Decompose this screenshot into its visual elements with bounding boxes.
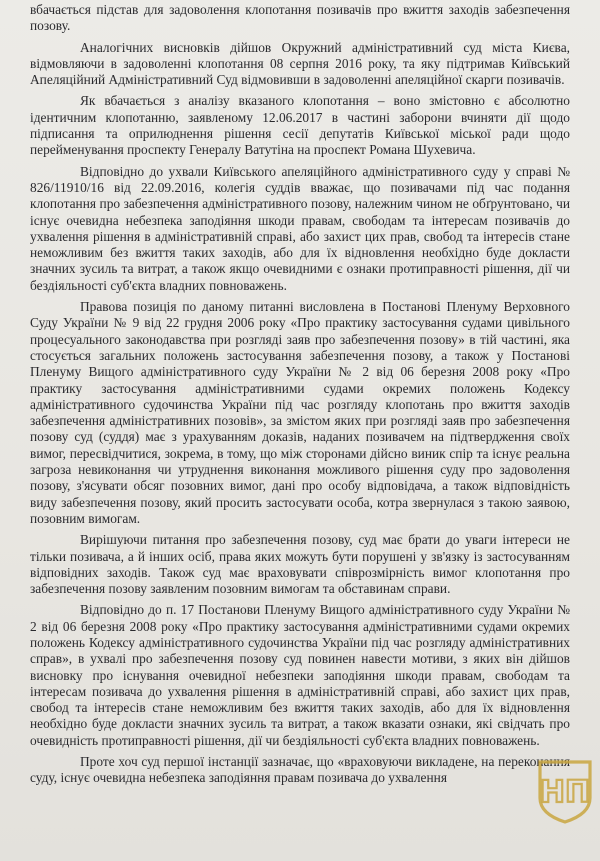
document-body (30, 2, 570, 792)
paragraph-5: Правова позиція по даному питанні висловлена в Постанові Пленуму Верховного Суду України № 9 від 22 грудня 2006 року «Про практику застосування судами цивільного процесуального законодавства при розгляді заяв про забезпечення позову» в тій частині, яка стосується загальних положень застосування забезпечення позову, а також у Постанові Пленуму Вищого адміністративного суду України № 2 від 06 березня 2008 року «Про практику застосування адміністративними судами окремих положень Кодексу адміністративного судочинства України під час розгляду клопотань про вжиття заходів забезпечення адміністративних позовів», за змістом яких при розгляді заяв про забезпечення позову суд (суддя) має з урахуванням доказів, наданих позивачем на підтвердження своїх вимог, пересвідчитися, зокрема, в тому, що між сторонами дійсно виник спір та існує реальна загроза невиконання чи утруднення виконання можливого рішення суду про задоволення позову, з'ясувати обсяг позовних вимог, дані про особу відповідача, а також відповідність виду забезпечення позову, який просить застосувати особа, котра звернулася з такою заявою, позовним вимогам. (30, 299, 570, 526)
watermark-logo-icon (536, 756, 594, 824)
paragraph-7: Відповідно до п. 17 Постанови Пленуму Вищого адміністративного суду України № 2 від 06 березня 2008 року «Про практику застосування адміністративними судами окремих положень Кодексу адміністративного судочинства України під час розгляду адміністративних справ», в ухвалі про забезпечення позову суд повинен навести мотиви, з яких він дійшов висновку про існування очевидної небезпеки заподіяння шкоди правам, свободам та інтересам позивача до ухвалення рішення в адміністративній справі, або захист цих прав, свобод та інтересів стане неможливим без вжиття таких заходів, або для їх відновлення необхідно буде докласти значних зусиль та витрат, а також вказати ознаки, які свідчать про очевидність протиправності рішення, дії чи бездіяльності суб'єкта владних повноважень. (30, 602, 570, 748)
watermark-text: НП (539, 775, 591, 810)
paragraph-3: Як вбачається з аналізу вказаного клопотання – воно змістовно є абсолютно ідентичним клопотанню, заявленому 12.06.2017 в частині заборони вчиняти дії щодо підписання та оприлюднення рішення сесії депутатів Київської міської ради щодо перейменування проспекту Генералу Ватутіна на проспект Романа Шухевича. (30, 93, 570, 158)
paragraph-1: вбачається підстав для задоволення клопотання позивачів про вжиття заходів забезпечення позову. (30, 2, 570, 34)
paragraph-8: Проте хоч суд першої інстанції зазначає, що «враховуючи викладене, на переконання суду, існує очевидна небезпека заподіяння правам позивача до ухвалення (30, 754, 570, 786)
paragraph-6: Вирішуючи питання про забезпечення позову, суд має брати до уваги інтереси не тільки позивача, а й інших осіб, права яких можуть бути порушені у зв'язку із застосуванням відповідних заходів. Також суд має враховувати співрозмірність вимог клопотання про забезпечення позову заявленим позовним вимогам та обставинам справи. (30, 532, 570, 597)
paragraph-2: Аналогічних висновків дійшов Окружний адміністративний суд міста Києва, відмовляючи в задоволенні клопотання 08 серпня 2016 року, та яку підтримав Київський Апеляційний Адміністративний Суд відмовивши в задоволенні апеляційної скарги позивачів. (30, 39, 570, 88)
paragraph-4: Відповідно до ухвали Київського апеляційного адміністративного суду у справі № 826/11910/16 від 22.09.2016, колегія суддів вважає, що позивачами під час подання клопотання про забезпечення адміністративного позову, належним чином не обґрунтовано, чи існує очевидна небезпека заподіяння шкоди правам, свободам та інтересам позивачів до ухвалення рішення в адміністративній справі, або захист цих прав, свобод та інтересів стане неможливим без вжиття таких заходів, або для їх відновлення необхідно буде докласти значних зусиль та витрат, а також якщо очевидними є ознаки протиправності рішення, дії чи бездіяльності суб'єкта владних повноважень. (30, 163, 570, 293)
